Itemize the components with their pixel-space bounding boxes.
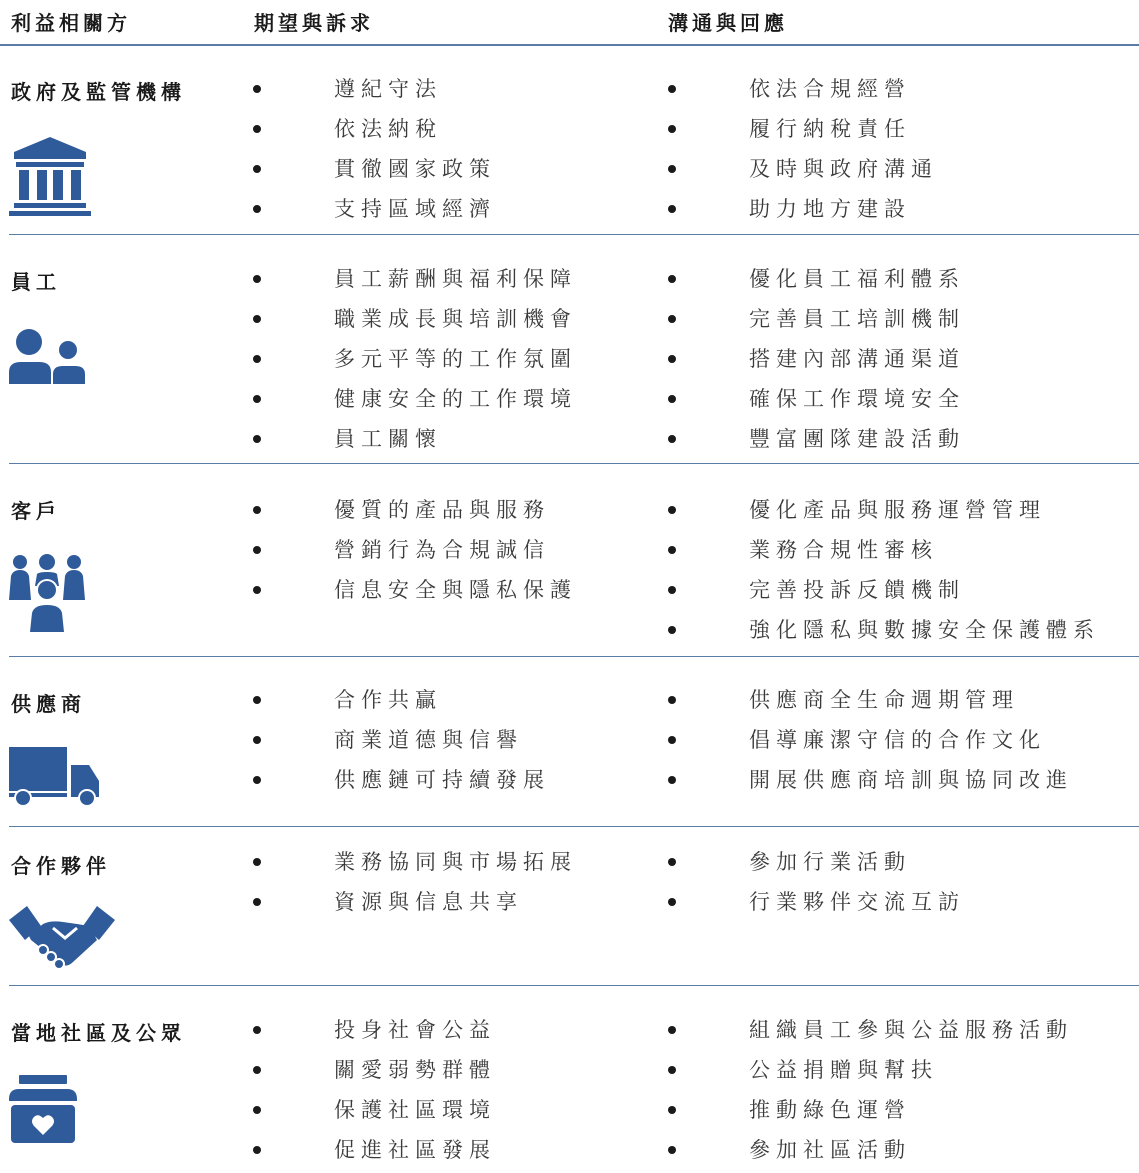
response-item-text: 業務合規性審核	[749, 538, 938, 562]
response-item	[668, 882, 1139, 922]
response-item	[668, 490, 1139, 530]
response-item	[668, 720, 1139, 760]
response-item	[668, 69, 1139, 109]
bullet-icon	[668, 898, 676, 906]
bullet-icon	[668, 125, 676, 133]
stakeholder-name: 當地社區及公眾	[11, 1021, 186, 1045]
stakeholder-name: 合作夥伴	[11, 854, 111, 878]
bullet-icon	[668, 275, 676, 283]
expectation-item-text: 員工關懷	[334, 427, 442, 451]
bullet-icon	[253, 506, 261, 514]
response-item	[668, 610, 1139, 650]
bullet-icon	[668, 165, 676, 173]
responses-list	[668, 842, 1139, 922]
expectation-item-text: 關愛弱勢群體	[334, 1058, 496, 1082]
response-item-text: 公益捐贈與幫扶	[749, 1058, 938, 1082]
header-expectations: 期望與訴求	[254, 11, 374, 35]
bullet-icon	[668, 506, 676, 514]
bullet-icon	[253, 1106, 261, 1114]
bullet-icon	[253, 125, 261, 133]
response-item-text: 供應商全生命週期管理	[749, 688, 1019, 712]
header-stakeholder: 利益相關方	[11, 11, 131, 35]
bullet-icon	[668, 315, 676, 323]
expectation-item-text: 保護社區環境	[334, 1098, 496, 1122]
bullet-icon	[668, 626, 676, 634]
response-item	[668, 530, 1139, 570]
bullet-icon	[253, 736, 261, 744]
response-item-text: 強化隱私與數據安全保護體系	[749, 618, 1100, 642]
response-item	[668, 1010, 1139, 1050]
bullet-icon	[253, 858, 261, 866]
response-item-text: 完善投訴反饋機制	[749, 578, 965, 602]
bullet-icon	[668, 85, 676, 93]
bullet-icon	[253, 205, 261, 213]
bullet-icon	[668, 696, 676, 704]
response-item-text: 優化員工福利體系	[749, 267, 965, 291]
bullet-icon	[253, 1066, 261, 1074]
response-item	[668, 1090, 1139, 1130]
response-item	[668, 109, 1139, 149]
response-item-text: 搭建內部溝通渠道	[749, 347, 965, 371]
response-item-text: 及時與政府溝通	[749, 157, 938, 181]
expectation-item-text: 遵紀守法	[334, 77, 442, 101]
expectation-item-text: 營銷行為合規誠信	[334, 538, 550, 562]
bullet-icon	[253, 898, 261, 906]
bullet-icon	[253, 696, 261, 704]
response-item	[668, 419, 1139, 459]
response-item-text: 推動綠色運營	[749, 1098, 911, 1122]
expectation-item-text: 資源與信息共享	[334, 890, 523, 914]
response-item-text: 優化產品與服務運營管理	[749, 498, 1046, 522]
bullet-icon	[253, 1146, 261, 1154]
response-item	[668, 1130, 1139, 1170]
bullet-icon	[668, 355, 676, 363]
bullet-icon	[253, 586, 261, 594]
response-item-text: 依法合規經營	[749, 77, 911, 101]
bullet-icon	[253, 355, 261, 363]
response-item	[668, 189, 1139, 229]
response-item	[668, 760, 1139, 800]
response-item-text: 助力地方建設	[749, 197, 911, 221]
responses-list	[668, 69, 1139, 229]
response-item	[668, 149, 1139, 189]
expectation-item-text: 多元平等的工作氛圍	[334, 347, 577, 371]
expectation-item-text: 職業成長與培訓機會	[334, 307, 577, 331]
expectation-item-text: 支持區域經濟	[334, 197, 496, 221]
response-item	[668, 379, 1139, 419]
expectation-item-text: 供應鏈可持續發展	[334, 768, 550, 792]
expectation-item-text: 優質的產品與服務	[334, 498, 550, 522]
employees-icon	[9, 326, 87, 386]
response-item-text: 完善員工培訓機制	[749, 307, 965, 331]
responses-list	[668, 680, 1139, 800]
bullet-icon	[253, 546, 261, 554]
response-item-text: 確保工作環境安全	[749, 387, 965, 411]
bullet-icon	[668, 435, 676, 443]
expectation-item-text: 合作共贏	[334, 688, 442, 712]
response-item	[668, 299, 1139, 339]
bullet-icon	[253, 1026, 261, 1034]
response-item-text: 參加社區活動	[749, 1138, 911, 1162]
handshake-icon	[9, 906, 115, 970]
response-item	[668, 339, 1139, 379]
bullet-icon	[253, 165, 261, 173]
response-item-text: 豐富團隊建設活動	[749, 427, 965, 451]
bullet-icon	[668, 1106, 676, 1114]
expectation-item-text: 促進社區發展	[334, 1138, 496, 1162]
bullet-icon	[253, 395, 261, 403]
responses-list	[668, 1010, 1139, 1170]
response-item	[668, 570, 1139, 610]
bullet-icon	[668, 586, 676, 594]
bullet-icon	[668, 395, 676, 403]
bullet-icon	[253, 85, 261, 93]
bullet-icon	[253, 776, 261, 784]
truck-icon	[9, 745, 101, 807]
response-item-text: 履行納稅責任	[749, 117, 911, 141]
expectation-item-text: 員工薪酬與福利保障	[334, 267, 577, 291]
bullet-icon	[668, 546, 676, 554]
response-item-text: 開展供應商培訓與協同改進	[749, 768, 1073, 792]
bullet-icon	[668, 1066, 676, 1074]
bullet-icon	[668, 858, 676, 866]
bullet-icon	[668, 776, 676, 784]
expectation-item-text: 業務協同與市場拓展	[334, 850, 577, 874]
bullet-icon	[668, 1026, 676, 1034]
bullet-icon	[668, 1146, 676, 1154]
bullet-icon	[253, 435, 261, 443]
government-building-icon	[9, 135, 91, 217]
expectation-item-text: 信息安全與隱私保護	[334, 578, 577, 602]
bullet-icon	[253, 275, 261, 283]
response-item	[668, 842, 1139, 882]
header-communication: 溝通與回應	[668, 11, 788, 35]
response-item-text: 倡導廉潔守信的合作文化	[749, 728, 1046, 752]
expectation-item-text: 健康安全的工作環境	[334, 387, 577, 411]
stakeholder-name: 員工	[11, 270, 61, 294]
response-item	[668, 1050, 1139, 1090]
responses-list	[668, 259, 1139, 459]
table-header	[0, 0, 1139, 46]
bullet-icon	[668, 205, 676, 213]
expectation-item-text: 投身社會公益	[334, 1018, 496, 1042]
customers-icon	[9, 552, 85, 632]
bullet-icon	[253, 315, 261, 323]
expectation-item-text: 依法納稅	[334, 117, 442, 141]
response-item	[668, 680, 1139, 720]
charity-box-icon	[9, 1075, 77, 1143]
expectation-item-text: 貫徹國家政策	[334, 157, 496, 181]
stakeholder-name: 政府及監管機構	[11, 80, 186, 104]
responses-list	[668, 490, 1139, 650]
stakeholder-name: 客戶	[11, 499, 61, 523]
expectation-item-text: 商業道德與信譽	[334, 728, 523, 752]
response-item	[668, 259, 1139, 299]
response-item-text: 參加行業活動	[749, 850, 911, 874]
response-item-text: 行業夥伴交流互訪	[749, 890, 965, 914]
response-item-text: 組織員工參與公益服務活動	[749, 1018, 1073, 1042]
stakeholder-name: 供應商	[11, 692, 86, 716]
bullet-icon	[668, 736, 676, 744]
